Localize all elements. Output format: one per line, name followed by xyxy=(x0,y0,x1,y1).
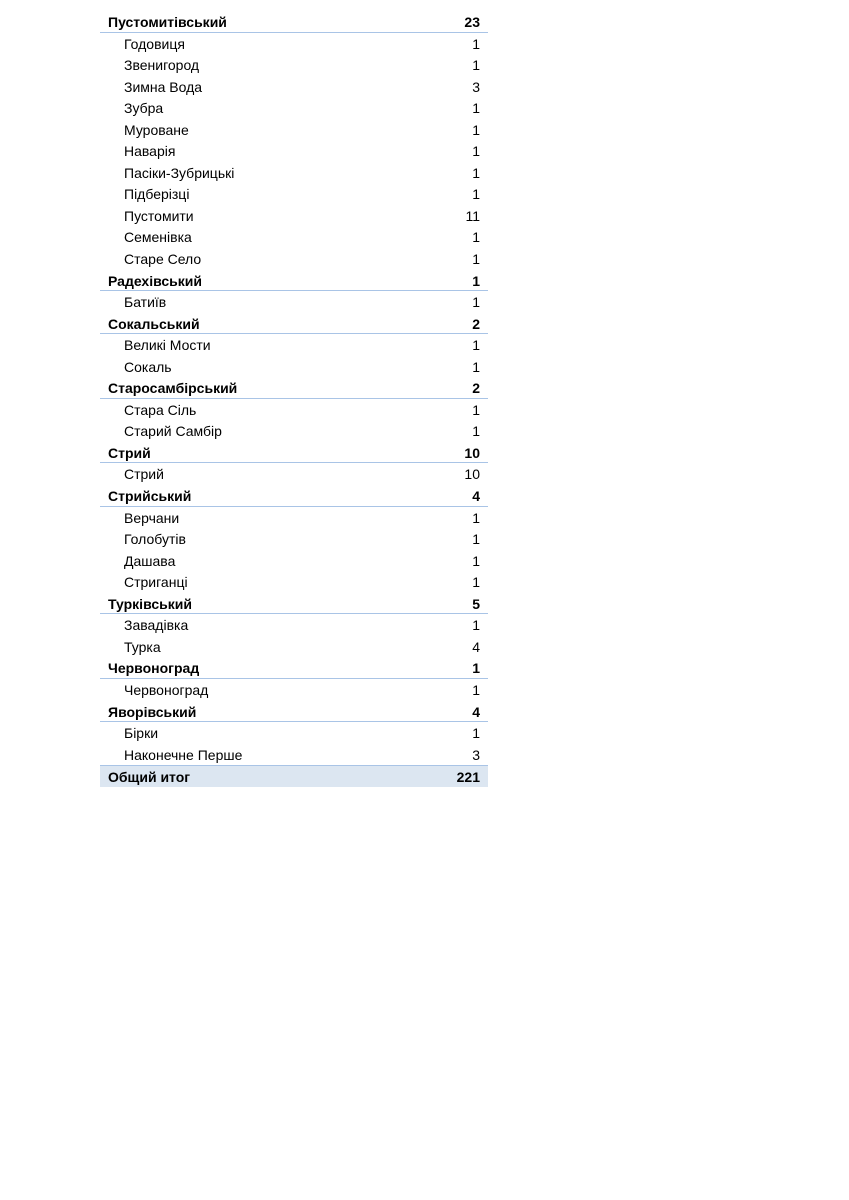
item-row xyxy=(100,33,488,55)
item-row-label: Червоноград xyxy=(124,681,209,698)
item-row-label: Бірки xyxy=(124,725,159,742)
group-row xyxy=(100,442,488,464)
group-row-label: Радехівський xyxy=(108,272,202,289)
item-row-value: 4 xyxy=(472,638,480,655)
item-row-label: Муроване xyxy=(124,121,189,138)
group-row-label: Старосамбірський xyxy=(108,380,238,397)
item-row-label: Годовиця xyxy=(124,35,185,52)
item-row-value: 1 xyxy=(472,294,480,311)
item-row-label: Верчани xyxy=(124,509,180,526)
grand-total-row-value: 221 xyxy=(456,769,480,786)
pivot-table xyxy=(100,11,488,787)
item-row-value: 1 xyxy=(472,35,480,52)
item-row xyxy=(100,119,488,141)
group-row-label: Пустомитівський xyxy=(108,14,227,30)
item-row xyxy=(100,54,488,76)
group-row xyxy=(100,701,488,723)
item-row-label: Великі Мости xyxy=(124,337,211,354)
item-row xyxy=(100,205,488,227)
item-row-value: 1 xyxy=(472,100,480,117)
item-row-label: Підберізці xyxy=(124,186,190,203)
item-row-value: 1 xyxy=(472,337,480,354)
group-row-value: 23 xyxy=(464,14,480,30)
item-row xyxy=(100,571,488,593)
group-row-value: 4 xyxy=(472,703,480,720)
group-row xyxy=(100,313,488,335)
item-row xyxy=(100,356,488,378)
item-row xyxy=(100,679,488,701)
item-row xyxy=(100,463,488,485)
group-row xyxy=(100,377,488,399)
item-row-value: 1 xyxy=(472,681,480,698)
item-row-value: 1 xyxy=(472,423,480,440)
item-row-label: Наконечне Перше xyxy=(124,746,243,763)
item-row-value: 1 xyxy=(472,251,480,268)
group-row-value: 2 xyxy=(472,380,480,397)
item-row-value: 3 xyxy=(472,78,480,95)
item-row xyxy=(100,614,488,636)
item-row-value: 1 xyxy=(472,725,480,742)
item-row xyxy=(100,97,488,119)
group-row-label: Сокальський xyxy=(108,315,200,332)
group-row xyxy=(100,11,488,33)
group-row xyxy=(100,593,488,615)
item-row-value: 11 xyxy=(465,207,480,224)
item-row-value: 10 xyxy=(464,466,480,483)
group-row-value: 1 xyxy=(472,272,480,289)
item-row-value: 1 xyxy=(472,531,480,548)
item-row-label: Пустомити xyxy=(124,207,194,224)
item-row xyxy=(100,722,488,744)
grand-total-row xyxy=(100,765,488,787)
item-row-label: Батиїв xyxy=(124,294,167,311)
item-row-label: Турка xyxy=(124,638,161,655)
item-row xyxy=(100,636,488,658)
item-row xyxy=(100,291,488,313)
item-row-value: 1 xyxy=(472,164,480,181)
group-row-value: 10 xyxy=(464,444,480,461)
group-row-label: Стрийський xyxy=(108,488,192,505)
item-row xyxy=(100,420,488,442)
item-row xyxy=(100,507,488,529)
item-row-value: 1 xyxy=(472,509,480,526)
item-row xyxy=(100,248,488,270)
item-row xyxy=(100,744,488,766)
group-row-value: 2 xyxy=(472,315,480,332)
item-row-label: Семенівка xyxy=(124,229,192,246)
group-row-label: Стрий xyxy=(108,444,151,461)
item-row-label: Звенигород xyxy=(124,57,200,74)
item-row-value: 1 xyxy=(472,401,480,418)
item-row xyxy=(100,334,488,356)
item-row-label: Стрий xyxy=(124,466,164,483)
item-row-label: Завадівка xyxy=(124,617,189,634)
item-row xyxy=(100,399,488,421)
group-row-value: 4 xyxy=(472,488,480,505)
group-row-value: 1 xyxy=(472,660,480,677)
item-row-label: Голобутів xyxy=(124,531,186,548)
item-row-value: 1 xyxy=(472,143,480,160)
item-row-value: 1 xyxy=(472,186,480,203)
item-row-value: 1 xyxy=(472,57,480,74)
grand-total-row-label: Общий итог xyxy=(108,769,191,786)
item-row xyxy=(100,183,488,205)
item-row-value: 1 xyxy=(472,229,480,246)
group-row-label: Червоноград xyxy=(108,660,200,677)
group-row xyxy=(100,657,488,679)
group-row-label: Турківський xyxy=(108,595,192,612)
item-row-label: Стара Сіль xyxy=(124,401,197,418)
item-row-value: 1 xyxy=(472,574,480,591)
item-row-label: Сокаль xyxy=(124,358,172,375)
item-row-value: 1 xyxy=(472,617,480,634)
item-row-value: 1 xyxy=(472,358,480,375)
item-row-label: Пасіки-Зубрицькі xyxy=(124,164,235,181)
item-row-label: Дашава xyxy=(124,552,176,569)
group-row-label: Яворівський xyxy=(108,703,197,720)
item-row-label: Зимна Вода xyxy=(124,78,203,95)
item-row xyxy=(100,140,488,162)
item-row-value: 1 xyxy=(472,552,480,569)
item-row xyxy=(100,528,488,550)
item-row xyxy=(100,550,488,572)
item-row xyxy=(100,226,488,248)
item-row-value: 3 xyxy=(472,746,480,763)
group-row xyxy=(100,485,488,507)
group-row xyxy=(100,270,488,292)
item-row-label: Старий Самбір xyxy=(124,423,222,440)
item-row-label: Стриганці xyxy=(124,574,188,591)
group-row-value: 5 xyxy=(472,595,480,612)
item-row-label: Зубра xyxy=(124,100,164,117)
item-row xyxy=(100,162,488,184)
item-row-label: Старе Село xyxy=(124,251,202,268)
item-row-value: 1 xyxy=(472,121,480,138)
item-row xyxy=(100,76,488,98)
item-row-label: Наварія xyxy=(124,143,176,160)
